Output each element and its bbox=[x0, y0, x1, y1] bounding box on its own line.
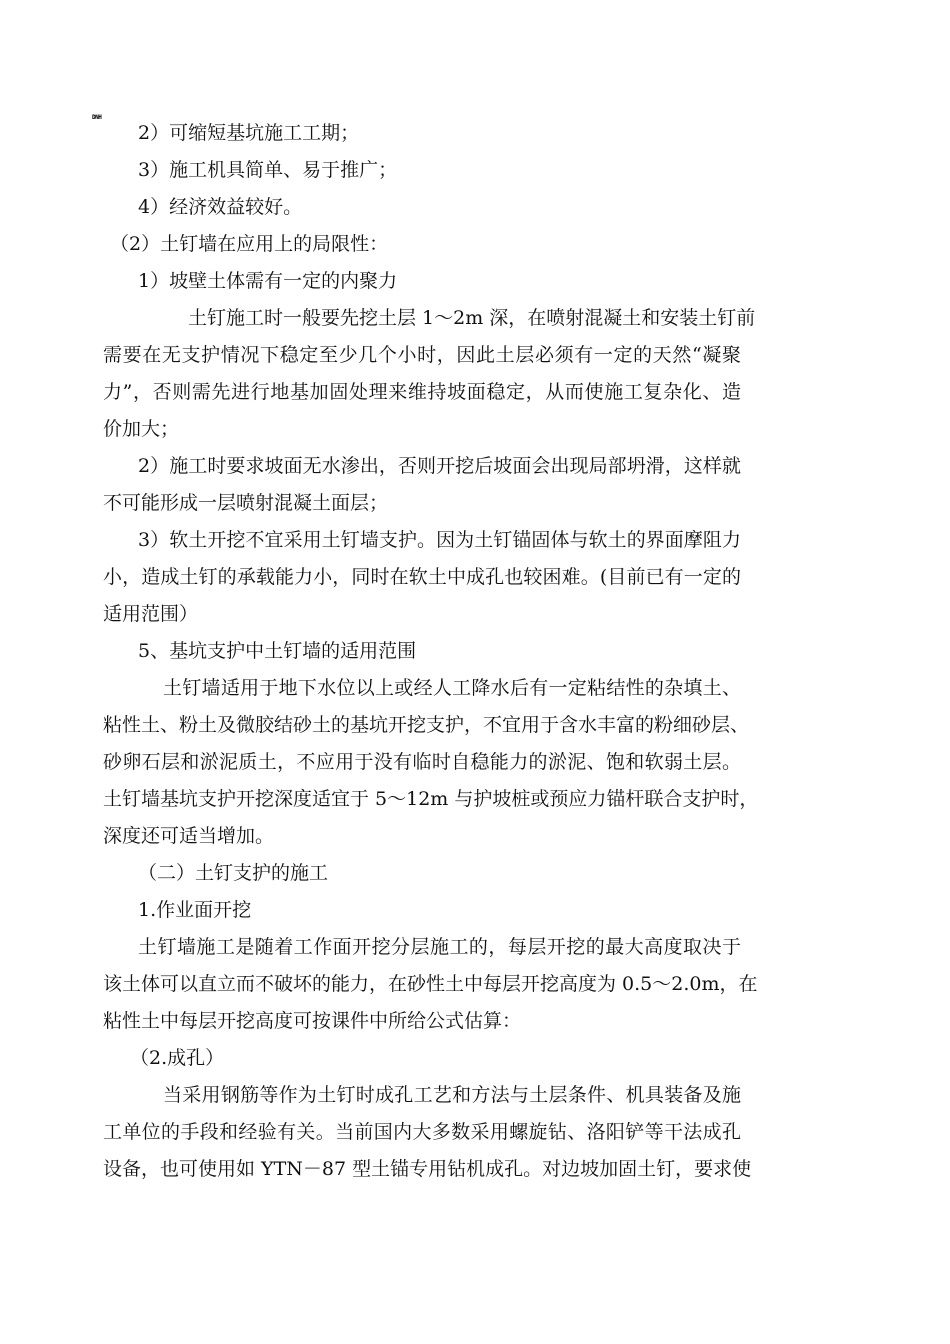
paragraph-line: 土钉墙适用于地下水位以上或经人工降水后有一定粘结性的杂填土、 bbox=[163, 677, 741, 699]
list-item-4: 4）经济效益较好。 bbox=[138, 196, 303, 218]
paragraph-line: 适用范围） bbox=[103, 603, 199, 625]
paragraph-line: 深度还可适当增加。 bbox=[103, 825, 275, 847]
paragraph-line: 价加大； bbox=[103, 418, 180, 440]
paragraph-line: 工单位的手段和经验有关。当前国内大多数采用螺旋钻、洛阳铲等干法成孔 bbox=[103, 1121, 741, 1143]
paragraph-line: 需要在无支护情况下稳定至少几个小时，因此土层必须有一定的天然“凝聚 bbox=[103, 344, 741, 366]
paragraph-line: 该土体可以直立而不破坏的能力，在砂性土中每层开挖高度为 0.5～2.0m，在 bbox=[103, 973, 758, 995]
paragraph-line: 土钉墙基坑支护开挖深度适宜于 5～12m 与护坡桩或预应力锚杆联合支护时， bbox=[103, 788, 759, 810]
list-item-3: 3）施工机具简单、易于推广； bbox=[138, 159, 398, 181]
paragraph-line: 不可能形成一层喷射混凝土面层； bbox=[103, 492, 389, 514]
paragraph-line: 粘性土中每层开挖高度可按课件中所给公式估算： bbox=[103, 1010, 522, 1032]
paragraph-line: 当采用钢筋等作为土钉时成孔工艺和方法与土层条件、机具装备及施 bbox=[163, 1084, 741, 1106]
paragraph-line: 砂卵石层和淤泥质土，不应用于没有临时自稳能力的淤泥、饱和软弱土层。 bbox=[103, 751, 741, 773]
subsection-heading-drilling: （2.成孔） bbox=[130, 1047, 225, 1069]
paragraph-line: 3）软土开挖不宜采用土钉墙支护。因为土钉锚固体与软土的界面摩阻力 bbox=[138, 529, 741, 551]
paragraph-line: 小，造成土钉的承载能力小，同时在软土中成孔也较困难。(目前已有一定的 bbox=[103, 566, 741, 588]
paragraph-line: 土钉墙施工是随着工作面开挖分层施工的，每层开挖的最大高度取决于 bbox=[138, 936, 741, 958]
paragraph-line: 2）施工时要求坡面无水渗出，否则开挖后坡面会出现局部坍滑，这样就 bbox=[138, 455, 741, 477]
section-heading-construction: （二）土钉支护的施工 bbox=[138, 862, 329, 884]
subsection-heading-excavation: 1.作业面开挖 bbox=[138, 899, 252, 921]
paragraph-line: 力”，否则需先进行地基加固处理来维持坡面稳定，从而使施工复杂化、造 bbox=[103, 381, 741, 403]
corner-mark: DNH bbox=[92, 114, 102, 121]
section-heading-scope: 5、基坑支护中土钉墙的适用范围 bbox=[138, 640, 417, 662]
paragraph-line: 粘性土、粉土及微胶结砂土的基坑开挖支护，不宜用于含水丰富的粉细砂层、 bbox=[103, 714, 750, 736]
section-heading-limitations: （2）土钉墙在应用上的局限性： bbox=[110, 233, 389, 255]
paragraph-line: 设备，也可使用如 YTN－87 型土锚专用钻机成孔。对边坡加固土钉，要求使 bbox=[103, 1158, 752, 1180]
limitation-1-heading: 1）坡壁土体需有一定的内聚力 bbox=[138, 270, 398, 292]
list-item-2: 2）可缩短基坑施工工期； bbox=[138, 122, 360, 144]
paragraph-line: 土钉施工时一般要先挖土层 1～2m 深，在喷射混凝土和安装土钉前 bbox=[188, 307, 756, 329]
